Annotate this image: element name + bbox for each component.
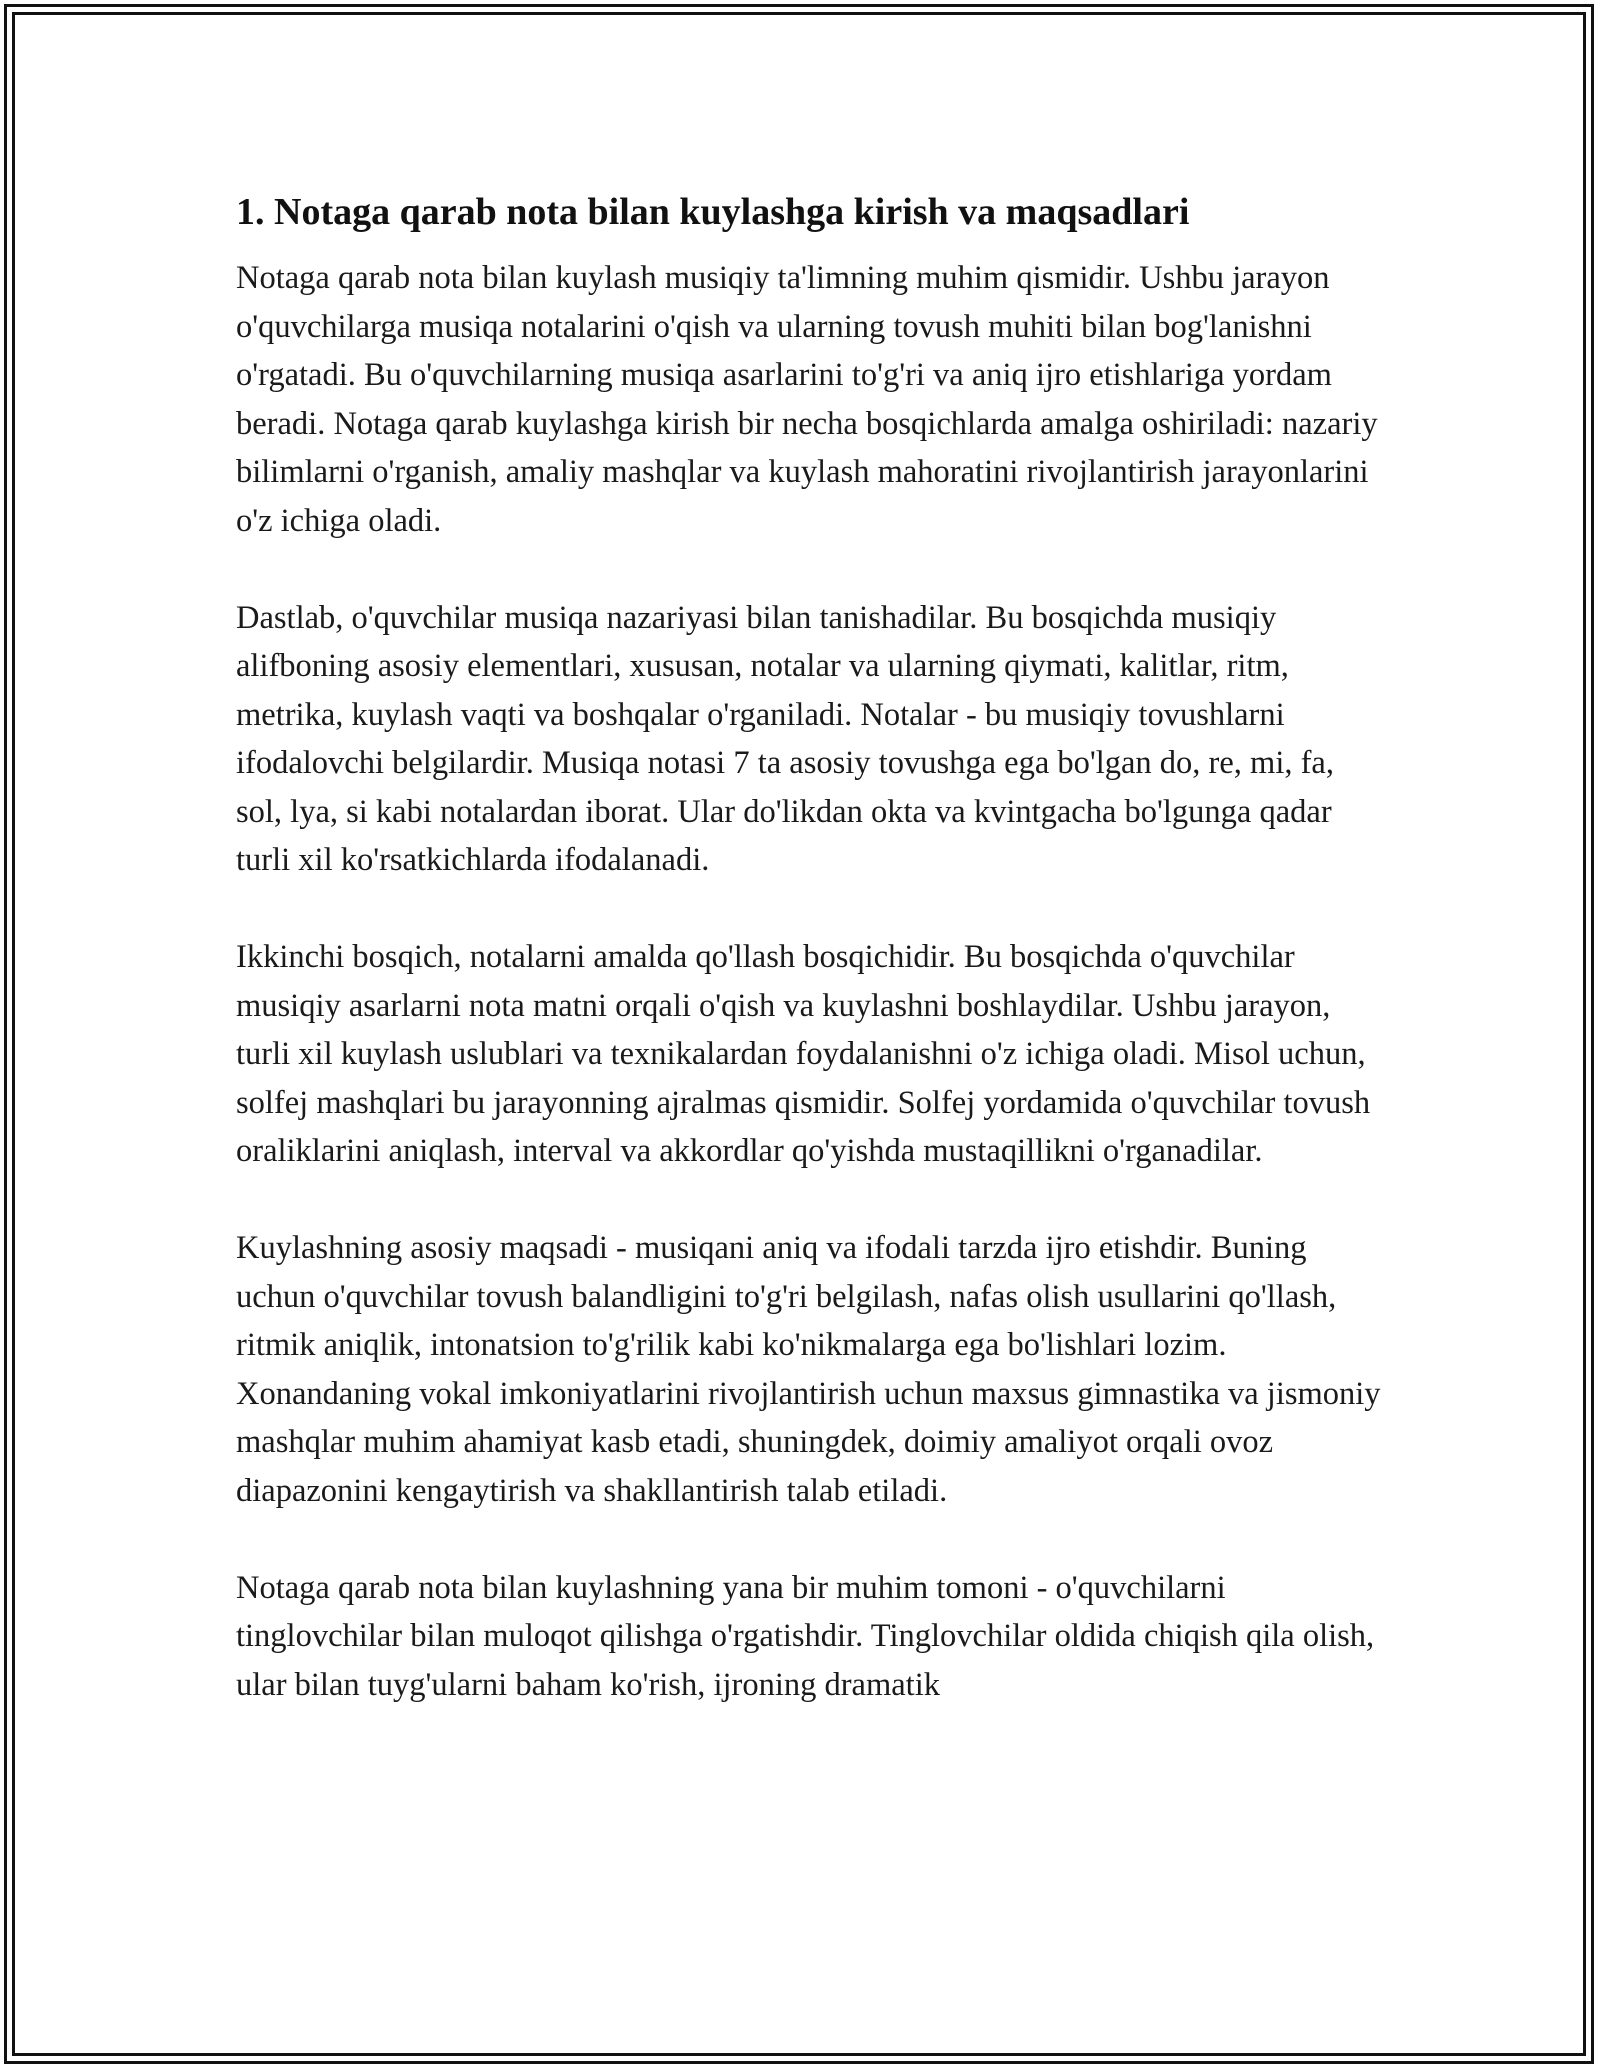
paragraph-practice: Ikkinchi bosqich, notalarni amalda qo'llash bosqichidir. Bu bosqichda o'quvchilar musiqiy asarlarni nota matni orqali o'qish va kuylashni boshlaydilar. Ushbu jarayon, turli xil kuylash uslublari va texnikalardan foydalanishni o'z ichiga oladi. Misol uchun, solfej mashqlari bu jarayonning ajralmas qismidir. Solfej yordamida o'quvchilar tovush oraliklarini aniqlash, interval va akkordlar qo'yishda mustaqillikni o'rganadilar.	[236, 939, 1371, 1169]
paragraph-theory: Dastlab, o'quvchilar musiqa nazariyasi bilan tanishadilar. Bu bosqichda musiqiy alifboning asosiy elementlari, xususan, notalar va ularning qiymati, kalitlar, ritm, metrika, kuylash vaqti va boshqalar o'rganiladi. Notalar - bu musiqiy tovushlarni ifodalovchi belgilardir. Musiqa notasi 7 ta asosiy tovushga ega bo'lgan do, re, mi, fa, sol, lya, si kabi notalardan iborat. Ular do'likdan okta va kvintgacha bo'lgunga qadar turli xil ko'rsatkichlarda ifodalanadi.	[236, 599, 1334, 878]
paragraph-intro: Notaga qarab nota bilan kuylash musiqiy ta'limning muhim qismidir. Ushbu jarayon o'quvchilarga musiqa notalarini o'qish va ularning tovush muhiti bilan bog'lanishni o'rgatadi. Bu o'quvchilarning musiqa asarlarini to'g'ri va aniq ijro etishlariga yordam beradi. Notaga qarab kuylashga kirish bir necha bosqichlarda amalga oshiriladi: nazariy bilimlarni o'rganish, amaliy mashqlar va kuylash mahoratini rivojlantirish jarayonlarini o'z ichiga oladi.	[236, 260, 1378, 539]
section-heading: 1. Notaga qarab nota bilan kuylashga kirish va maqsadlari	[236, 191, 1190, 233]
paragraph-audience: Notaga qarab nota bilan kuylashning yana bir muhim tomoni - o'quvchilarni tinglovchilar bilan muloqot qilishga o'rgatishdir. Tinglovchilar oldida chiqish qila olish, ular bilan tuyg'ularni baham ko'rish, ijroning dramatik	[236, 1569, 1375, 1703]
paragraph-goal: Kuylashning asosiy maqsadi - musiqani aniq va ifodali tarzda ijro etishdir. Buning uchun o'quvchilar tovush balandligini to'g'ri belgilash, nafas olish usullarini qo'llash, ritmik aniqlik, intonatsion to'g'rilik kabi ko'nikmalarga ega bo'lishlari lozim. Xonandaning vokal imkoniyatlarini rivojlantirish uchun maxsus gimnastika va jismoniy mashqlar muhim ahamiyat kasb etadi, shuningdek, doimiy amaliyot orqali ovoz diapazonini kengaytirish va shakllantirish talab etiladi.	[236, 1230, 1381, 1509]
document-body	[236, 186, 1386, 1758]
